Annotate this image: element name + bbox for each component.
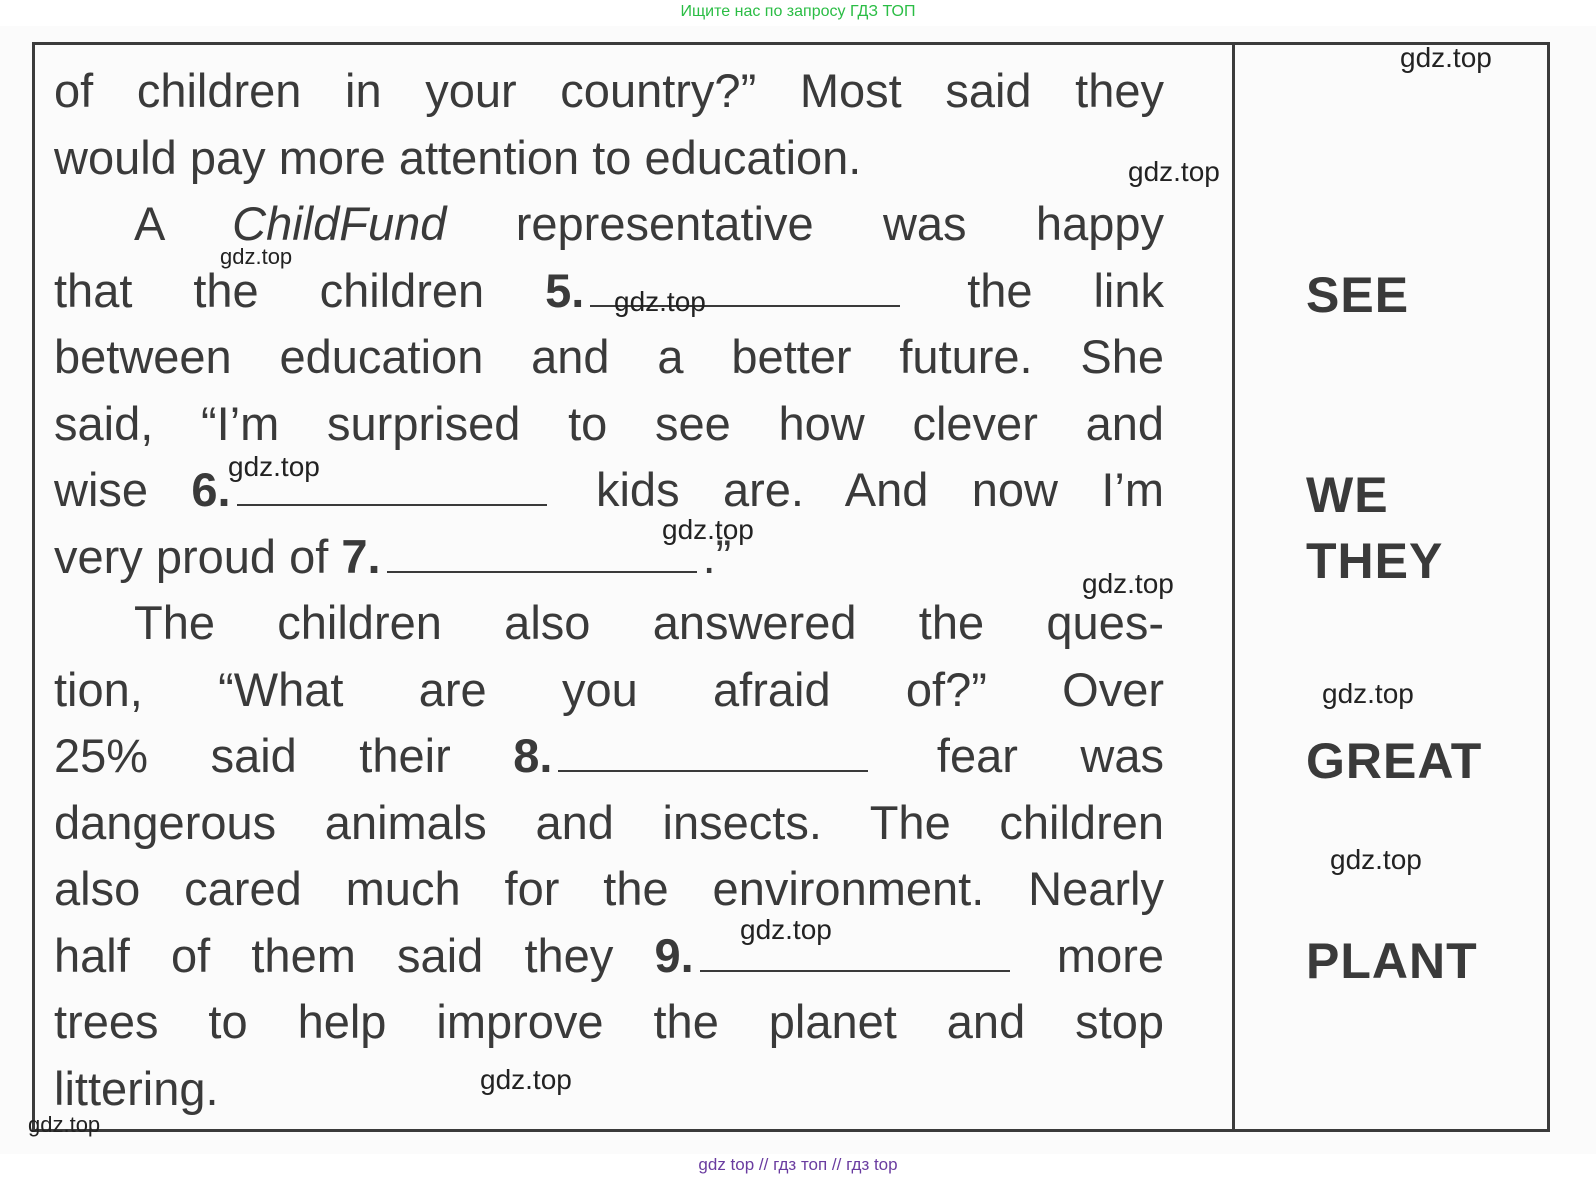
text-line (54, 723, 1164, 790)
answer-blank[interactable] (558, 740, 868, 772)
text-segment: representative was happy (446, 197, 1164, 250)
watermark: gdz.top (220, 244, 293, 269)
text-segment: also cared much for the environment. Nearly (54, 862, 1164, 915)
watermark: gdz.top (228, 451, 320, 482)
watermark: gdz.top (614, 286, 706, 317)
text-line (54, 989, 1164, 1056)
gap-number: 5. (545, 263, 585, 317)
text-segment: fear was (874, 729, 1164, 782)
text-segment: the link (906, 263, 1164, 317)
text-segment: that the children (54, 263, 546, 317)
keyword-plant: PLANT (1306, 933, 1478, 989)
watermark: gdz.top (1330, 844, 1422, 875)
footer (0, 1154, 1596, 1200)
text-segment: dangerous animals and insects. The children (54, 795, 1164, 849)
keyword-see: SEE (1306, 267, 1410, 323)
watermark: gdz.top (1322, 678, 1414, 709)
text-segment: ChildFund (232, 197, 447, 250)
gap-number: 8. (513, 729, 553, 782)
keyword-they: THEY (1306, 533, 1444, 589)
text-segment: tion, “What are you afraid of?” Over (54, 662, 1164, 716)
watermark: gdz.top (1082, 568, 1174, 599)
watermark: gdz.top (1400, 42, 1492, 73)
text-segment: wise (54, 463, 192, 516)
text-line (54, 391, 1164, 458)
text-line (54, 524, 1164, 591)
watermark: gdz.top (28, 1112, 101, 1137)
text-segment: more (1015, 928, 1164, 982)
text-segment: half of them said they (54, 928, 655, 982)
gap-number: 9. (654, 928, 694, 982)
text-line (54, 58, 1164, 125)
text-segment: littering. (54, 1061, 219, 1115)
text-segment: .” (702, 529, 732, 583)
footer-text: gdz top // гдз топ // гдз top (698, 1155, 898, 1174)
text-segment: of children in your country?” Most said they (54, 64, 1164, 117)
gap-number: 7. (341, 529, 381, 583)
text-segment: would pay more attention to education. (54, 130, 862, 184)
text-segment: The children also answered the ques- (134, 596, 1164, 649)
answer-blank[interactable] (387, 541, 697, 573)
watermark: gdz.top (480, 1064, 572, 1095)
text-segment: trees to help improve the planet and stop (54, 995, 1164, 1048)
watermark: gdz.top (1128, 156, 1220, 187)
keyword-we: WE (1306, 467, 1389, 523)
text-line (54, 457, 1164, 524)
keyword-great: GREAT (1306, 733, 1483, 789)
watermark: gdz.top (662, 514, 754, 545)
text-line (54, 790, 1164, 857)
text-segment: A (134, 197, 233, 250)
text-line (54, 923, 1164, 990)
textbook-scan (0, 26, 1596, 1154)
text-segment: 25% said their (54, 729, 514, 782)
text-line (54, 1056, 1164, 1123)
exercise-text (54, 58, 1164, 1122)
top-banner-text: Ищите нас по запросу ГДЗ ТОП (680, 3, 916, 20)
text-line (54, 856, 1164, 923)
text-line (54, 125, 1164, 192)
text-segment: said, “I’m surprised to see how clever and (54, 396, 1164, 450)
text-line (54, 590, 1164, 657)
top-banner (0, 0, 1596, 26)
column-divider (1232, 42, 1235, 1132)
gap-number: 6. (191, 463, 231, 516)
text-segment: kids are. And now I’m (552, 463, 1164, 516)
text-line (54, 324, 1164, 391)
text-segment: very proud of (54, 529, 342, 583)
text-line (54, 657, 1164, 724)
watermark: gdz.top (740, 914, 832, 945)
text-segment: between education and a better future. She (54, 330, 1164, 383)
